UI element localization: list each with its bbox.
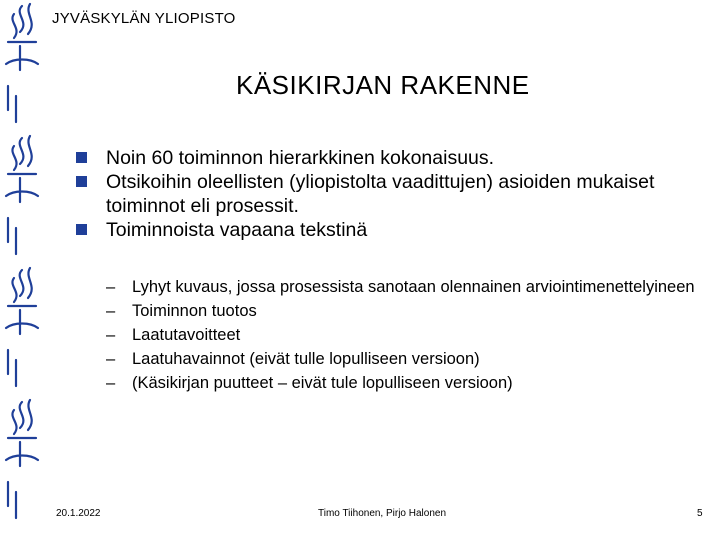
- sub-bullet-item: [106, 372, 706, 394]
- dash-marker: –: [106, 302, 116, 320]
- bullet-text: Toiminnoista vapaana tekstinä: [106, 219, 368, 241]
- sub-bullet-item: [106, 276, 706, 298]
- page-number: 5: [697, 508, 703, 519]
- square-bullet-icon: [76, 152, 87, 163]
- sub-bullet-text: Toiminnon tuotos: [132, 302, 257, 320]
- sub-bullet-item: [106, 348, 706, 370]
- university-logo-rail: [0, 0, 44, 540]
- bullet-item: [76, 170, 706, 218]
- sub-bullet-text: Laatuhavainnot (eivät tulle lopulliseen versioon): [132, 350, 480, 368]
- sub-bullet-text: Laatutavoitteet: [132, 326, 241, 344]
- footer-authors: Timo Tiihonen, Pirjo Halonen: [318, 508, 447, 519]
- sub-bullet-list: [106, 276, 706, 396]
- dash-marker: –: [106, 350, 116, 368]
- dash-marker: –: [106, 278, 116, 296]
- sub-bullet-item: [106, 300, 706, 322]
- footer-date: 20.1.2022: [56, 508, 101, 519]
- square-bullet-icon: [76, 224, 87, 235]
- sub-bullet-text: Lyhyt kuvaus, jossa prosessista sanotaan olennainen arviointimenettelyineen: [132, 278, 695, 296]
- flame-logo-pattern: [0, 0, 44, 540]
- bullet-item: [76, 146, 706, 170]
- bullet-text: Otsikoihin oleellisten (yliopistolta vaadittujen) asioiden mukaiset toiminnot eli prosessit.: [106, 171, 655, 217]
- sub-bullet-item: [106, 324, 706, 346]
- dash-marker: –: [106, 326, 116, 344]
- organization-name: JYVÄSKYLÄN YLIOPISTO: [52, 10, 236, 27]
- main-bullet-list: [76, 146, 706, 242]
- slide-title: KÄSIKIRJAN RAKENNE: [236, 70, 530, 100]
- bullet-text: Noin 60 toiminnon hierarkkinen kokonaisuus.: [106, 147, 495, 169]
- bullet-item: [76, 218, 706, 242]
- dash-marker: –: [106, 374, 116, 392]
- square-bullet-icon: [76, 176, 87, 187]
- sub-bullet-text: (Käsikirjan puutteet – eivät tule lopulliseen versioon): [132, 374, 513, 392]
